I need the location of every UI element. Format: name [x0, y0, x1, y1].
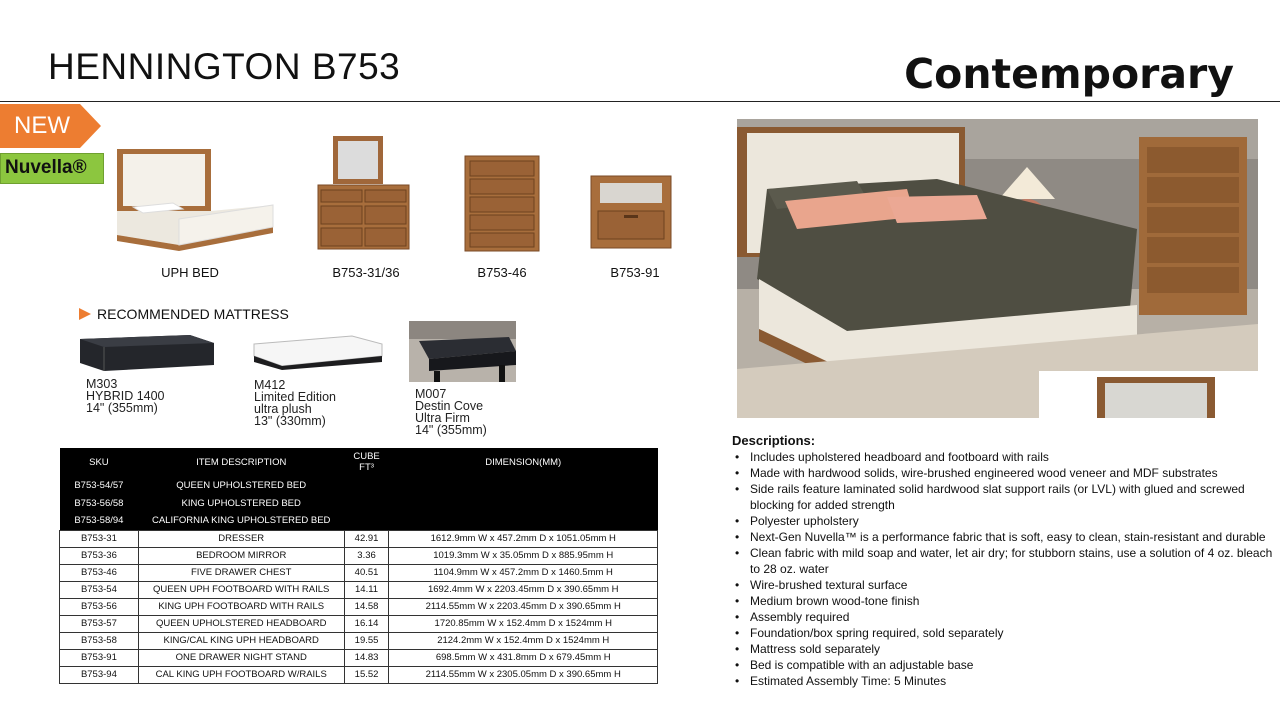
cell-desc: CAL KING UPH FOOTBOARD W/RAILS [138, 666, 344, 683]
new-badge: NEW [14, 112, 70, 139]
cell-desc: KING UPH FOOTBOARD WITH RAILS [138, 598, 344, 615]
cell-sku: B753-91 [60, 649, 139, 666]
descriptions-list [732, 449, 1277, 689]
product-label-chest: B753-46 [477, 265, 527, 280]
bed-icon [113, 147, 275, 251]
mattress-m412-details [254, 379, 336, 427]
descriptions-heading: Descriptions: [732, 433, 816, 448]
cell-dim: 2114.55mm W x 2203.45mm D x 390.65mm H [389, 598, 658, 615]
mattress-m303-name: HYBRID 1400 [86, 389, 165, 403]
product-label-bed: UPH BED [161, 265, 219, 280]
cell-desc: KING/CAL KING UPH HEADBOARD [138, 632, 344, 649]
bed-thumbnail [113, 147, 275, 251]
list-item: • Includes upholstered headboard and footboard with rails [732, 449, 1277, 465]
product-label-dresser: B753-31/36 [332, 265, 400, 280]
nightstand-thumbnail [590, 175, 672, 249]
mattress-m007-code: M007 [415, 387, 447, 401]
table-row [60, 615, 658, 632]
cell-sku: B753-46 [60, 564, 139, 581]
list-item: • Medium brown wood-tone finish [732, 593, 1277, 609]
cell-desc: BEDROOM MIRROR [138, 547, 344, 564]
mattress-m303-size: 14" (355mm) [86, 401, 158, 415]
header-dimension: DIMENSION(MM) [389, 448, 658, 476]
style-name: Contemporary [904, 50, 1234, 98]
mattress-m007-details [415, 388, 487, 436]
mattress-m412-image [252, 334, 384, 372]
cell-sku: B753-54/57 [60, 476, 139, 494]
mattress-m412-size: 13" (330mm) [254, 414, 326, 428]
table-row [60, 547, 658, 564]
cell-desc: QUEEN UPHOLSTERED HEADBOARD [138, 615, 344, 632]
cell-dim: 1104.9mm W x 457.2mm D x 1460.5mm H [389, 564, 658, 581]
cell-sku: B753-56/58 [60, 494, 139, 512]
table-row [60, 512, 658, 530]
table-row [60, 476, 658, 494]
list-item: • Polyester upholstery [732, 513, 1277, 529]
chest-icon [464, 155, 540, 252]
page-title: HENNINGTON B753 [48, 46, 401, 87]
chest-thumbnail [464, 155, 540, 252]
recommended-mattress-heading [79, 306, 289, 322]
header-cube-line1: CUBE [353, 451, 380, 462]
list-item: • Estimated Assembly Time: 5 Minutes [732, 673, 1277, 689]
cell-dim [389, 476, 658, 494]
cell-cube [344, 494, 389, 512]
cell-dim: 1612.9mm W x 457.2mm D x 1051.05mm H [389, 530, 658, 547]
cell-sku: B753-94 [60, 666, 139, 683]
product-label-nightstand: B753-91 [610, 265, 660, 280]
cell-sku: B753-56 [60, 598, 139, 615]
dresser-thumbnail [317, 135, 410, 251]
header-cube [344, 448, 389, 476]
mattress-m007-name: Destin Cove [415, 399, 484, 413]
cell-dim: 2124.2mm W x 152.4mm D x 1524mm H [389, 632, 658, 649]
bedroom-scene-image [737, 119, 1258, 418]
cell-sku: B753-57 [60, 615, 139, 632]
mattress-m303-details [86, 378, 165, 414]
cell-dim: 1720.85mm W x 152.4mm D x 1524mm H [389, 615, 658, 632]
list-item: • Wire-brushed textural surface [732, 577, 1277, 593]
cell-sku: B753-36 [60, 547, 139, 564]
table-row [60, 632, 658, 649]
table-row [60, 494, 658, 512]
cell-sku: B753-54 [60, 581, 139, 598]
nightstand-icon [590, 175, 672, 249]
list-item: • Mattress sold separately [732, 641, 1277, 657]
cell-desc: DRESSER [138, 530, 344, 547]
cell-cube: 40.51 [344, 564, 389, 581]
cell-cube: 16.14 [344, 615, 389, 632]
table-row [60, 581, 658, 598]
cell-cube: 42.91 [344, 530, 389, 547]
room-scene-photo [737, 119, 1258, 418]
table-row [60, 530, 658, 547]
cell-cube [344, 476, 389, 494]
mattress-m412-code: M412 [254, 378, 286, 392]
dresser-mirror-icon [317, 135, 410, 251]
cell-desc: QUEEN UPHOLSTERED BED [138, 476, 344, 494]
mattress-m007-comfort: Ultra Firm [415, 411, 470, 425]
mattress-m303-image [78, 333, 216, 373]
mattress-m412-comfort: ultra plush [254, 402, 312, 416]
cell-sku: B753-58/94 [60, 512, 139, 530]
header-divider [0, 101, 1280, 102]
header-cube-line2: FT³ [359, 462, 374, 473]
cell-dim: 2114.55mm W x 2305.05mm D x 390.65mm H [389, 666, 658, 683]
cell-cube: 19.55 [344, 632, 389, 649]
header-sku: SKU [60, 448, 139, 476]
cell-dim: 1692.4mm W x 2203.45mm D x 390.65mm H [389, 581, 658, 598]
mattress-m007-size: 14" (355mm) [415, 423, 487, 437]
cell-cube: 14.58 [344, 598, 389, 615]
list-item: • Made with hardwood solids, wire-brushed engineered wood veneer and MDF substrates [732, 465, 1277, 481]
cell-dim [389, 512, 658, 530]
cell-sku: B753-58 [60, 632, 139, 649]
mattress-m303-code: M303 [86, 377, 118, 391]
list-item: • Bed is compatible with an adjustable base [732, 657, 1277, 673]
cell-cube: 14.83 [344, 649, 389, 666]
mattress-m412-name: Limited Edition [254, 390, 336, 404]
list-item: • Foundation/box spring required, sold separately [732, 625, 1277, 641]
mattress-m007-image [409, 321, 516, 382]
table-header-row [60, 448, 658, 476]
cell-desc: KING UPHOLSTERED BED [138, 494, 344, 512]
list-item: • Side rails feature laminated solid hardwood slat support rails (or LVL) with glued and screwed blocking for added strength [732, 481, 1277, 513]
cell-desc: QUEEN UPH FOOTBOARD WITH RAILS [138, 581, 344, 598]
recommended-mattress-label: RECOMMENDED MATTRESS [97, 306, 289, 322]
table-row [60, 564, 658, 581]
cell-desc: ONE DRAWER NIGHT STAND [138, 649, 344, 666]
cell-sku: B753-31 [60, 530, 139, 547]
header-item-description: ITEM DESCRIPTION [138, 448, 344, 476]
table-row [60, 649, 658, 666]
list-item: • Assembly required [732, 609, 1277, 625]
list-item: • Next-Gen Nuvella™ is a performance fabric that is soft, easy to clean, stain-resistant and durable [732, 529, 1277, 545]
cell-dim: 698.5mm W x 431.8mm D x 679.45mm H [389, 649, 658, 666]
cell-cube: 3.36 [344, 547, 389, 564]
table-row [60, 666, 658, 683]
spec-table [59, 448, 658, 684]
list-item: • Clean fabric with mild soap and water, let air dry; for stubborn stains, use a solution of 4 oz. bleach to 28 oz. water [732, 545, 1277, 577]
cell-cube [344, 512, 389, 530]
arrow-right-icon [79, 308, 91, 320]
cell-dim: 1019.3mm W x 35.05mm D x 885.95mm H [389, 547, 658, 564]
nuvella-badge: Nuvella® [5, 157, 87, 178]
cell-cube: 14.11 [344, 581, 389, 598]
cell-desc: CALIFORNIA KING UPHOLSTERED BED [138, 512, 344, 530]
cell-dim [389, 494, 658, 512]
table-row [60, 598, 658, 615]
cell-desc: FIVE DRAWER CHEST [138, 564, 344, 581]
cell-cube: 15.52 [344, 666, 389, 683]
